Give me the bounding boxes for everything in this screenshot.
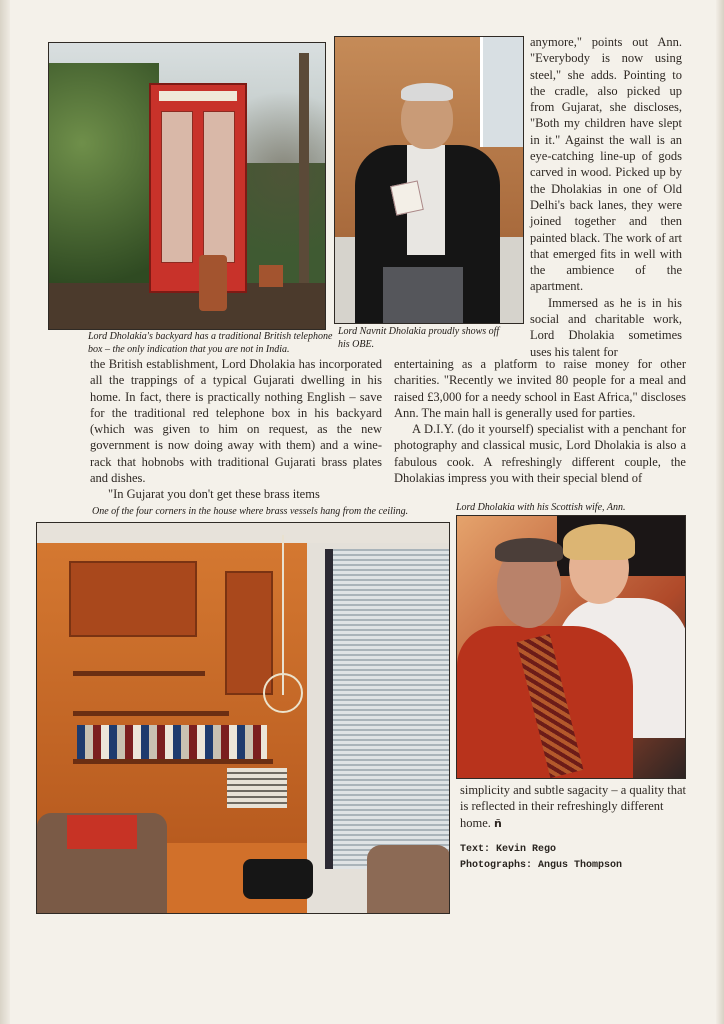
shelf — [73, 759, 273, 764]
shelf — [73, 671, 205, 676]
article-column-right-middle — [394, 356, 686, 486]
hanging-brass-vessel — [263, 673, 303, 713]
page-right-edge — [716, 0, 724, 1024]
booth-window-right — [203, 111, 235, 263]
paragraph: "In Gujarat you don't get these brass items — [108, 487, 320, 502]
caption-obe: Lord Navnit Dholakia proudly shows off his OBE. — [338, 326, 500, 350]
end-mark-icon: ñ — [494, 816, 502, 830]
telephone-sign — [159, 91, 237, 101]
paragraph: anymore," points out Ann. "Everybody is now using steel," she adds. Pointing to the cradle, also picked up from Gujarat, she discloses, "Both my children have slept in it." Against the wall is an eye-catching line-up of gods carved in wood. Picked up by the Dholakias in one of Old Delhi's back lanes, they were joined together and then painted black. The work of art that emerged fits in well with the ambience of the apartment. — [530, 35, 682, 294]
paragraph: Immersed as he is in his social and charitable work, Lord Dholakia sometimes uses his talent for — [530, 295, 682, 359]
paragraph: the British establishment, Lord Dholakia has incorporated all the trappings of a typical Gujarati dwelling in his home. In fact, there is practically nothing English – save for the traditional red telephone box in his backyard (which was given to him on request, as the new government is now doing away with them) and a wine-rack that hobnobs with traditional Gujarati brass plates and dishes. — [90, 357, 382, 486]
brass-vessels-corner-photo — [36, 522, 450, 914]
venetian-blind-window — [325, 549, 449, 869]
couple-portrait-photo — [456, 515, 686, 779]
booth-window-left — [161, 111, 193, 263]
page-left-edge — [0, 0, 10, 1024]
garden-urn — [199, 255, 227, 311]
man-hair — [495, 538, 563, 562]
striped-trousers — [383, 267, 463, 324]
window — [480, 37, 524, 147]
stacked-magazines — [227, 768, 287, 808]
woman-hair — [563, 524, 635, 560]
red-telephone-box — [149, 83, 247, 293]
credits — [460, 842, 690, 874]
caption-telephone-box: Lord Dholakia's backyard has a traditional British telephone box – the only indication that you are not in India. — [88, 331, 333, 355]
article-closing — [460, 782, 686, 832]
black-bag — [243, 859, 313, 899]
hanging-rope — [282, 535, 284, 695]
article-column-left — [90, 356, 382, 503]
obe-medal-box — [390, 180, 424, 215]
wall-niche-elephant — [69, 561, 197, 637]
paragraph: A D.I.Y. (do it yourself) specialist with a penchant for photography and classical music, Lord Dholakia is also a fabulous cook. A refreshingly different couple, the Dholakias impress you with their special blend of — [394, 422, 686, 486]
ceiling — [37, 523, 449, 543]
photo-credit: Photographs: Angus Thompson — [460, 860, 623, 871]
caption-couple: Lord Dholakia with his Scottish wife, Ann. — [456, 502, 626, 513]
tree-trunk — [299, 53, 309, 283]
flower-pot — [259, 265, 283, 287]
shelf — [73, 711, 229, 716]
article-column-right-top — [530, 34, 682, 360]
wall-niche-tall — [225, 571, 273, 695]
red-cushion — [67, 815, 137, 849]
closing-text: simplicity and subtle sagacity – a quality that is reflected in their refreshingly different home. — [460, 783, 686, 830]
text-credit: Text: Kevin Rego — [460, 844, 557, 855]
bookshelf-books — [77, 725, 267, 759]
paragraph: entertaining as a platform to raise money for other charities. "Recently we invited 80 people for a meal and raised £3,000 for a needy school in East Africa," discloses Ann. The main hall is generally used for parties. — [394, 357, 686, 420]
hair — [401, 83, 453, 101]
caption-four-corners: One of the four corners in the house where brass vessels hang from the ceiling. — [92, 506, 409, 517]
telephone-box-photo — [48, 42, 326, 330]
leather-armchair — [367, 845, 450, 914]
obe-portrait-photo — [334, 36, 524, 324]
